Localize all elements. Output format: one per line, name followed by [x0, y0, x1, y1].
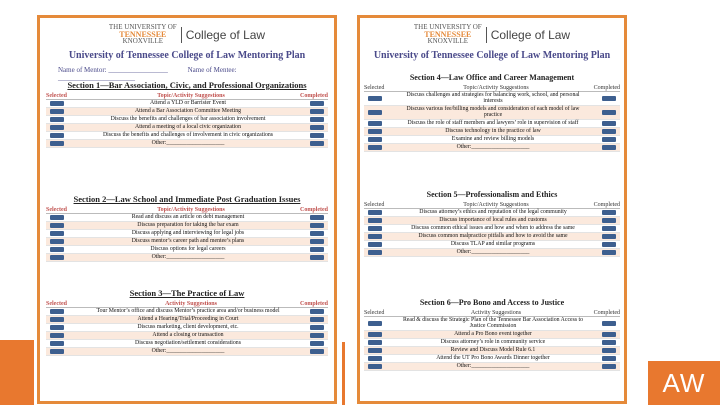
selected-checkbox[interactable] — [368, 226, 382, 231]
completed-checkbox[interactable] — [602, 96, 616, 101]
selected-checkbox[interactable] — [50, 309, 64, 314]
selected-checkbox[interactable] — [368, 356, 382, 361]
selected-checkbox[interactable] — [368, 348, 382, 353]
completed-checkbox[interactable] — [310, 109, 324, 114]
selected-checkbox[interactable] — [368, 242, 382, 247]
completed-checkbox[interactable] — [310, 223, 324, 228]
selected-checkbox[interactable] — [50, 325, 64, 330]
completed-checkbox[interactable] — [310, 341, 324, 346]
section-6 — [364, 298, 620, 371]
selected-checkbox[interactable] — [50, 101, 64, 106]
table-row: Discuss mentor’s career path and mentee’s plans — [46, 238, 328, 246]
table-row: Discuss options for legal careers — [46, 246, 328, 254]
section-title: Section 6—Pro Bono and Access to Justice — [419, 298, 565, 307]
selected-checkbox[interactable] — [368, 210, 382, 215]
mentor-name-field[interactable]: Name of Mentor: _________________ — [58, 66, 168, 74]
table-row: Discuss common ethical issues and how and when to address the same — [364, 225, 620, 233]
table-row: Other:____________________ — [46, 254, 328, 262]
table-row: Attend a closing or transaction — [46, 332, 328, 340]
completed-checkbox[interactable] — [310, 141, 324, 146]
selected-checkbox[interactable] — [50, 133, 64, 138]
section-title: Section 5—Professionalism and Ethics — [426, 190, 558, 199]
selected-checkbox[interactable] — [368, 129, 382, 134]
completed-checkbox[interactable] — [602, 332, 616, 337]
table-row: Discuss applying and interviewing for legal jobs — [46, 230, 328, 238]
selected-checkbox[interactable] — [368, 332, 382, 337]
plan-title: University of Tennessee College of Law Mentoring Plan — [68, 50, 306, 61]
selected-checkbox[interactable] — [368, 218, 382, 223]
table-row: Discuss importance of local rules and customs — [364, 217, 620, 225]
table-row: Tour Mentor’s office and discuss Mentor’s practice area and/or business model — [46, 308, 328, 316]
completed-checkbox[interactable] — [310, 309, 324, 314]
table-row: Examine and review billing models — [364, 136, 620, 144]
table-row: Attend a Bar Association Committee Meeting — [46, 108, 328, 116]
table-row: Attend a YLD or Barrister Event — [46, 100, 328, 108]
completed-checkbox[interactable] — [602, 145, 616, 150]
section-title: Section 4—Law Office and Career Management — [409, 73, 575, 82]
completed-checkbox[interactable] — [602, 250, 616, 255]
completed-checkbox[interactable] — [602, 321, 616, 326]
table-row: Discuss the benefits and challenges of involvement in civic organizations — [46, 132, 328, 140]
completed-checkbox[interactable] — [602, 218, 616, 223]
aw-corner-logo: AW — [648, 361, 720, 405]
table-row: Discuss preparation for taking the bar exam — [46, 222, 328, 230]
selected-checkbox[interactable] — [368, 340, 382, 345]
selected-checkbox[interactable] — [50, 215, 64, 220]
completed-checkbox[interactable] — [310, 101, 324, 106]
selected-checkbox[interactable] — [50, 109, 64, 114]
selected-checkbox[interactable] — [50, 117, 64, 122]
table-row: Other:____________________ — [364, 363, 620, 371]
table-row: Discuss common malpractice pitfalls and how to avoid the same — [364, 233, 620, 241]
table-row: Discuss the benefits and challenges of bar association involvement — [46, 116, 328, 124]
table-row: Discuss marketing, client development, etc. — [46, 324, 328, 332]
completed-checkbox[interactable] — [310, 247, 324, 252]
completed-checkbox[interactable] — [602, 234, 616, 239]
selected-checkbox[interactable] — [50, 141, 64, 146]
section-title: Section 2—Law School and Immediate Post Graduation Issues — [73, 194, 301, 204]
mentoring-plan-page-1 — [37, 15, 337, 404]
selected-checkbox[interactable] — [50, 333, 64, 338]
table-row: Other:____________________ — [364, 249, 620, 257]
completed-checkbox[interactable] — [310, 349, 324, 354]
table-row: Review and Discuss Model Rule 6.1 — [364, 347, 620, 355]
mentoring-plan-page-2 — [357, 15, 627, 404]
completed-checkbox[interactable] — [602, 242, 616, 247]
completed-checkbox[interactable] — [602, 121, 616, 126]
section-1 — [46, 80, 328, 148]
table-header: Selected Topic/Activity Suggestions Completed — [46, 93, 328, 99]
table-row: Discuss attorney’s ethics and reputation of the legal community — [364, 209, 620, 217]
table-row: Discuss challenges and strategies for balancing work, school, and personal interests — [364, 92, 620, 106]
selected-checkbox[interactable] — [368, 110, 382, 115]
section-4 — [364, 73, 620, 152]
selected-checkbox[interactable] — [50, 223, 64, 228]
selected-checkbox[interactable] — [50, 317, 64, 322]
table-row: Attend a Pro Bono event together — [364, 331, 620, 339]
section-5 — [364, 190, 620, 257]
plan-title: University of Tennessee College of Law Mentoring Plan — [373, 50, 611, 61]
completed-checkbox[interactable] — [602, 129, 616, 134]
completed-checkbox[interactable] — [310, 133, 324, 138]
section-3 — [46, 288, 328, 356]
selected-checkbox[interactable] — [368, 321, 382, 326]
table-header: Selected Topic/Activity Suggestions Completed — [364, 202, 620, 208]
table-row: Read & discuss the Strategic Plan of the Tennessee Bar Association Access to Justice Commission — [364, 317, 620, 331]
selected-checkbox[interactable] — [50, 341, 64, 346]
selected-checkbox[interactable] — [368, 364, 382, 369]
selected-checkbox[interactable] — [50, 247, 64, 252]
selected-checkbox[interactable] — [368, 250, 382, 255]
table-row: Attend a Hearing/Trial/Proceeding in Court — [46, 316, 328, 324]
selected-checkbox[interactable] — [368, 121, 382, 126]
completed-checkbox[interactable] — [602, 226, 616, 231]
completed-checkbox[interactable] — [602, 110, 616, 115]
table-row: Discuss TLAP and similar programs — [364, 241, 620, 249]
mentee-name-field[interactable]: Name of Mentee: ______________________ — [58, 66, 237, 82]
center-orange-divider — [342, 342, 345, 405]
completed-checkbox[interactable] — [310, 333, 324, 338]
completed-checkbox[interactable] — [310, 125, 324, 130]
table-row: Discuss negotiation/settlement considerations — [46, 340, 328, 348]
ut-college-of-law-logo: THE UNIVERSITY OF TENNESSEE KNOXVILLE College of Law — [413, 23, 571, 45]
completed-checkbox[interactable] — [602, 348, 616, 353]
table-row: Discuss technology in the practice of law — [364, 128, 620, 136]
selected-checkbox[interactable] — [50, 231, 64, 236]
completed-checkbox[interactable] — [310, 231, 324, 236]
table-row: Other:____________________ — [364, 144, 620, 152]
completed-checkbox[interactable] — [310, 255, 324, 260]
table-row: Discuss the role of staff members and lawyers’ role in supervision of staff — [364, 120, 620, 128]
table-row: Read and discuss an article on debt management — [46, 214, 328, 222]
table-header: Selected Topic/Activity Suggestions Completed — [364, 85, 620, 91]
table-row: Discuss attorney’s role in community service — [364, 339, 620, 347]
completed-checkbox[interactable] — [310, 239, 324, 244]
completed-checkbox[interactable] — [602, 356, 616, 361]
section-title: Section 3—The Practice of Law — [129, 288, 245, 298]
completed-checkbox[interactable] — [602, 137, 616, 142]
selected-checkbox[interactable] — [368, 137, 382, 142]
completed-checkbox[interactable] — [602, 210, 616, 215]
table-row: Other:____________________ — [46, 348, 328, 356]
table-header: Selected Activity Suggestions Completed — [364, 310, 620, 316]
section-title: Section 1—Bar Association, Civic, and Professional Organizations — [67, 80, 307, 90]
left-orange-accent — [0, 340, 34, 405]
table-row: Attend the UT Pro Bono Awards Dinner together — [364, 355, 620, 363]
table-row: Other:____________________ — [46, 140, 328, 148]
table-row: Attend a meeting of a local civic organization — [46, 124, 328, 132]
selected-checkbox[interactable] — [50, 239, 64, 244]
selected-checkbox[interactable] — [50, 349, 64, 354]
completed-checkbox[interactable] — [602, 364, 616, 369]
section-2 — [46, 194, 328, 262]
completed-checkbox[interactable] — [310, 215, 324, 220]
ut-college-of-law-logo: THE UNIVERSITY OF TENNESSEE KNOXVILLE College of Law — [108, 23, 266, 45]
completed-checkbox[interactable] — [310, 317, 324, 322]
selected-checkbox[interactable] — [368, 96, 382, 101]
table-row: Discuss various fee/billing models and consideration of each model of law practice — [364, 106, 620, 120]
selected-checkbox[interactable] — [50, 125, 64, 130]
selected-checkbox[interactable] — [50, 255, 64, 260]
completed-checkbox[interactable] — [310, 325, 324, 330]
selected-checkbox[interactable] — [368, 145, 382, 150]
completed-checkbox[interactable] — [602, 340, 616, 345]
table-header: Selected Activity Suggestions Completed — [46, 301, 328, 307]
table-header: Selected Topic/Activity Suggestions Completed — [46, 207, 328, 213]
completed-checkbox[interactable] — [310, 117, 324, 122]
selected-checkbox[interactable] — [368, 234, 382, 239]
